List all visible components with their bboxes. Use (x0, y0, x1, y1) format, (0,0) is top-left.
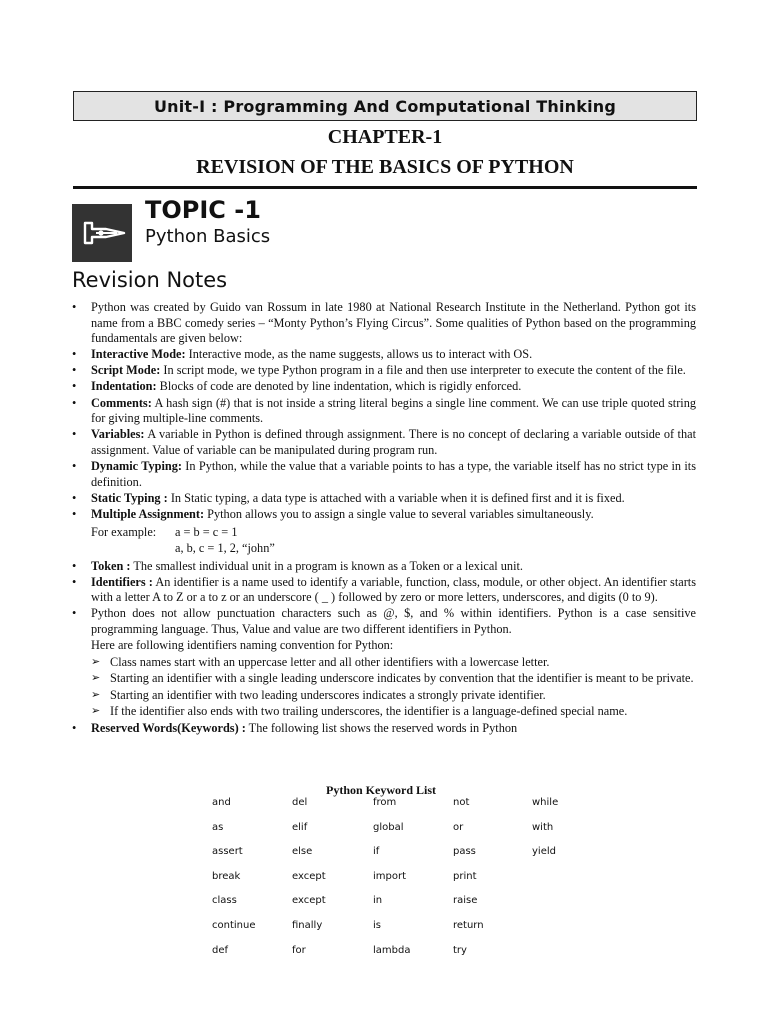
chapter-number: CHAPTER-1 (327, 126, 443, 148)
unit-heading: Unit-I : Programming And Computational Thinking (73, 91, 697, 121)
keyword-cell: in (373, 895, 383, 907)
keyword-cell: global (373, 821, 404, 833)
note-item: • Identifiers : An identifier is a name used to identify a variable, function, class, module, or other object. An identifier starts with a letter A to Z or a to z or an underscore ( _ ) followed by zero or more letters, underscores, and digits (0 to 9). (72, 575, 696, 606)
chapter-title: REVISION OF THE BASICS OF PYTHON (196, 156, 574, 178)
example-label: For example: (91, 525, 157, 540)
keyword-cell: try (453, 944, 467, 956)
revision-notes (72, 300, 696, 737)
keyword-table-title: Python Keyword List (326, 783, 437, 797)
naming-rule: ➢ Class names start with an uppercase letter and all other identifiers with a lowercase letter. (91, 654, 550, 669)
topic-subtitle: Python Basics (145, 226, 271, 247)
note-item: • Variables: A variable in Python is defined through assignment. There is no concept of declaring a variable outside of that assignment. Value of variable can be manipulated during program run. (72, 427, 696, 458)
keyword-cell: not (453, 797, 470, 808)
note-item: • Script Mode: In script mode, we type Python program in a file and then use interpreter to execute the content of the file. (72, 363, 696, 379)
note-item: • Token : The smallest individual unit in a program is known as a Token or a lexical unit. (72, 559, 696, 575)
header-rule (73, 186, 697, 189)
example-block (72, 525, 696, 556)
note-item: • Static Typing : In Static typing, a data type is attached with a variable when it is defined first and it is fixed. (72, 491, 696, 507)
keyword-cell: print (453, 870, 477, 882)
example-line: a, b, c = 1, 2, “john” (175, 540, 275, 555)
keyword-cell: if (373, 846, 380, 858)
keyword-cell (532, 945, 592, 970)
note-item: • Indentation: Blocks of code are denoted by line indentation, which is rigidly enforced. (72, 379, 696, 395)
naming-rule: ➢ If the identifier also ends with two trailing underscores, the identifier is a language-defined special name. (91, 704, 628, 719)
keyword-cell: return (453, 919, 484, 931)
keyword-cell: break (212, 870, 241, 882)
arrow-bullet-icon: ➢ (91, 672, 101, 685)
keyword-cell: continue (212, 919, 256, 931)
keyword-cell: from (373, 797, 397, 808)
keyword-cell: except (292, 870, 326, 882)
note-item: • Interactive Mode: Interactive mode, as the name suggests, allows us to interact with OS. (72, 347, 696, 363)
note-item: • Python does not allow punctuation characters such as @, $, and % within identifiers. Python is a case sensitive programming language. Thus, Value and value are two different identifiers in Python. (72, 606, 696, 637)
keyword-cell: del (292, 797, 308, 808)
keyword-cell: except (292, 895, 326, 907)
keyword-cell: raise (453, 895, 478, 907)
keyword-cell: finally (292, 919, 323, 931)
keyword-cell: while (532, 797, 559, 808)
keyword-cell: import (373, 870, 407, 882)
keyword-cell: and (212, 797, 231, 808)
keyword-cell: with (532, 821, 554, 833)
arrow-bullet-icon: ➢ (91, 688, 101, 701)
keyword-cell (532, 895, 592, 920)
keyword-cell: def (212, 944, 229, 956)
arrow-bullet-icon: ➢ (91, 655, 101, 668)
keyword-cell: else (292, 846, 313, 858)
keyword-cell: as (212, 821, 224, 833)
example-line: a = b = c = 1 (175, 525, 238, 540)
note-item: • Multiple Assignment: Python allows you to assign a single value to several variables simultaneously. (72, 507, 696, 523)
keyword-cell: lambda (373, 944, 411, 956)
keyword-table (212, 797, 592, 969)
note-item: • Python was created by Guido van Rossum in late 1980 at National Research Institute in the Netherland. Python got its name from a BBC comedy series – “Monty Python’s Flying Circus”. Some qualities of Python based on the programming fundamentals are given below: (72, 300, 696, 347)
keyword-cell: or (453, 821, 464, 833)
keyword-cell: elif (292, 821, 308, 833)
keyword-cell: assert (212, 846, 243, 858)
arrow-bullet-icon: ➢ (91, 705, 101, 718)
note-item: • Dynamic Typing: In Python, while the value that a variable points to has a type, the variable itself has no strict type in its definition. (72, 459, 696, 490)
pen-nib-icon (72, 204, 132, 262)
note-item: • Reserved Words(Keywords) : The following list shows the reserved words in Python (72, 721, 696, 737)
keyword-cell: yield (532, 846, 556, 858)
keyword-cell: pass (453, 846, 476, 858)
keyword-cell: for (292, 944, 306, 956)
keyword-cell: is (373, 919, 381, 931)
section-title: Revision Notes (72, 268, 228, 292)
keyword-cell (532, 871, 592, 896)
note-item: • Comments: A hash sign (#) that is not inside a string literal begins a single line comment. We can use triple quoted string for giving multiple-line comments. (72, 396, 696, 427)
keyword-cell: class (212, 895, 237, 907)
naming-rule: ➢ Starting an identifier with two leading underscores indicates a strongly private identifier. (91, 687, 546, 702)
naming-intro: Here are following identifiers naming convention for Python: (91, 637, 394, 652)
topic-title: TOPIC -1 (145, 196, 261, 224)
keyword-cell (532, 920, 592, 945)
naming-rule: ➢ Starting an identifier with a single leading underscore indicates by convention that the identifier is meant to be private. (91, 671, 694, 686)
